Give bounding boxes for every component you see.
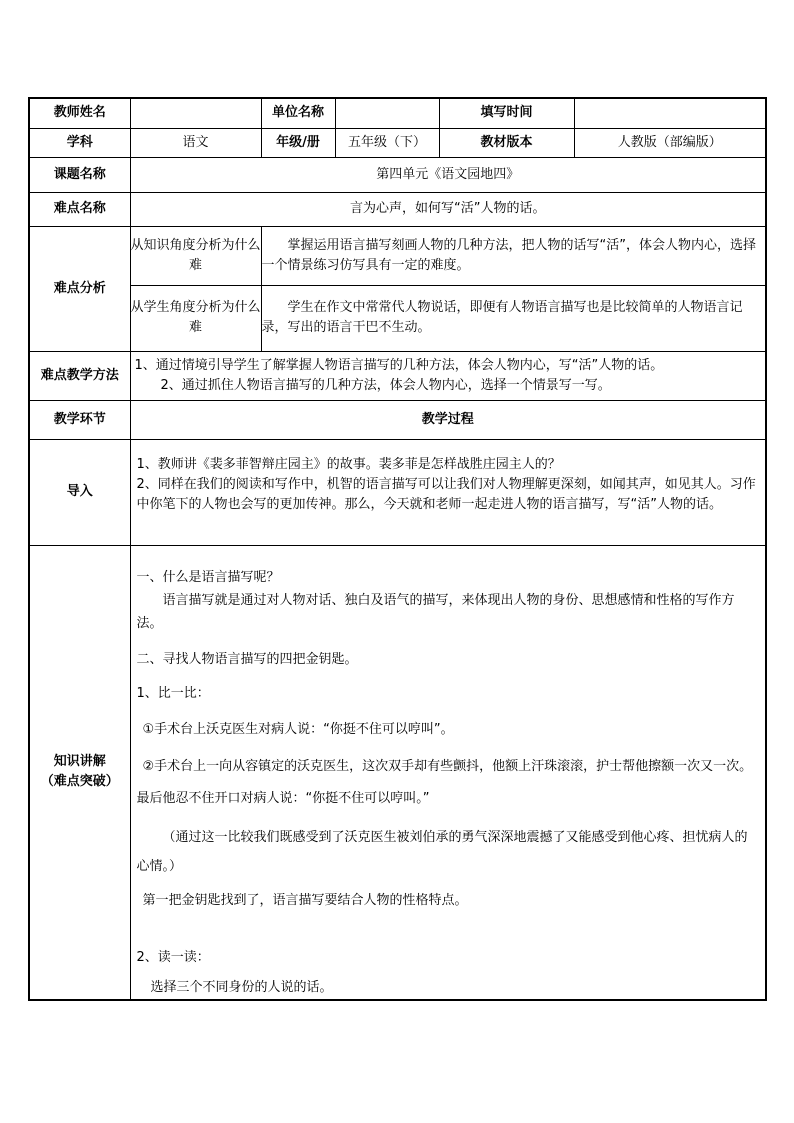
date-value	[574, 98, 766, 128]
student-angle-text: 学生在作文中常常代人物说话，即便有人物语言描写也是比较简单的人物语言记录，写出的语言干巴不生动。	[261, 300, 743, 335]
analysis-row-knowledge	[29, 226, 766, 285]
unit-value	[335, 98, 439, 128]
method-line-1: 1、通过情境引导学生了解掌握人物语言描写的几种方法，体会人物内心，写“活”人物的话。	[134, 357, 664, 373]
knowledge-p1: 一、什么是语言描写呢？	[136, 569, 280, 585]
lesson-row	[29, 157, 766, 192]
lesson-label: 课题名称	[29, 157, 130, 192]
knowledge-p10: 选择三个不同身份的人说的话。	[150, 979, 333, 995]
unit-label: 单位名称	[261, 98, 335, 128]
knowledge-p2: 语言描写就是通过对人物对话、独白及语气的描写，来体现出人物的身份、思想感情和性格的写作方法。	[136, 592, 735, 631]
knowledge-p3: 二、寻找人物语言描写的四把金钥匙。	[136, 651, 358, 667]
grade-label: 年级/册	[261, 128, 335, 157]
knowledge-p8: 第一把金钥匙找到了，语言描写要结合人物的性格特点。	[142, 892, 468, 908]
method-line-2: 2、通过抓住人物语言描写的几种方法，体会人物内心，选择一个情景写一写。	[160, 377, 611, 393]
knowledge-p4: 1、比一比：	[136, 685, 210, 701]
difficulty-label: 难点名称	[29, 192, 130, 226]
difficulty-row	[29, 192, 766, 226]
info-row-1	[29, 98, 766, 128]
knowledge-cell	[130, 545, 766, 1000]
edition-label: 教材版本	[439, 128, 574, 157]
knowledge-label: 知识讲解	[53, 754, 106, 769]
process-stage-label: 教学环节	[29, 400, 130, 439]
edition-value: 人教版（部编版）	[574, 128, 766, 157]
intro-label: 导入	[29, 439, 130, 545]
difficulty-value: 言为心声，如何写“活”人物的话。	[130, 192, 766, 226]
knowledge-sublabel: （难点突破）	[40, 774, 119, 789]
analysis-row-student	[29, 285, 766, 351]
student-angle-label: 从学生角度分析为什么难	[130, 285, 261, 351]
knowledge-p9: 2、读一读：	[136, 949, 210, 965]
knowledge-angle-label: 从知识角度分析为什么难	[130, 226, 261, 285]
method-row	[29, 351, 766, 400]
subject-label: 学科	[29, 128, 130, 157]
intro-row	[29, 439, 766, 545]
method-cell	[130, 351, 766, 400]
intro-line-1: 1、教师讲《裴多菲智辩庄园主》的故事。裴多菲是怎样战胜庄园主人的？	[136, 456, 561, 472]
subject-value: 语文	[130, 128, 261, 157]
student-angle-cell	[261, 285, 766, 351]
teacher-name-label: 教师姓名	[29, 98, 130, 128]
knowledge-label-cell	[29, 545, 130, 1000]
info-row-2	[29, 128, 766, 157]
intro-cell	[130, 439, 766, 545]
knowledge-p6: ②手术台上一向从容镇定的沃克医生，这次双手却有些颤抖，他额上汗珠滚滚，护士帮他擦额一次又一次。最后他忍不住开口对病人说：“你挺不住可以哼叫。”	[136, 758, 753, 806]
knowledge-p5: ①手术台上沃克医生对病人说：“你挺不住可以哼叫”。	[142, 721, 454, 737]
teacher-name-value	[130, 98, 261, 128]
lesson-value: 第四单元《语文园地四》	[130, 157, 766, 192]
knowledge-row	[29, 545, 766, 1000]
knowledge-p7: （通过这一比较我们既感受到了沃克医生被刘伯承的勇气深深地震撼了又能感受到他心疼、担忧病人的心情。）	[136, 829, 748, 874]
knowledge-angle-text: 掌握运用语言描写刻画人物的几种方法，把人物的话写“活”，体会人物内心，选择一个情景练习仿写具有一定的难度。	[261, 237, 756, 273]
process-label: 教学过程	[130, 400, 766, 439]
analysis-label: 难点分析	[29, 226, 130, 351]
grade-value: 五年级（下）	[335, 128, 439, 157]
lesson-plan-table	[28, 97, 767, 1001]
knowledge-angle-cell	[261, 226, 766, 285]
date-label: 填写时间	[439, 98, 574, 128]
intro-line-2: 2、同样在我们的阅读和写作中，机智的语言描写可以让我们对人物理解更深刻，如闻其声，如见其人。习作中你笔下的人物也会写的更加传神。那么，今天就和老师一起走进人物的语言描写，写“活”人物的话。	[136, 476, 756, 512]
method-label: 难点教学方法	[29, 351, 130, 400]
process-header-row	[29, 400, 766, 439]
